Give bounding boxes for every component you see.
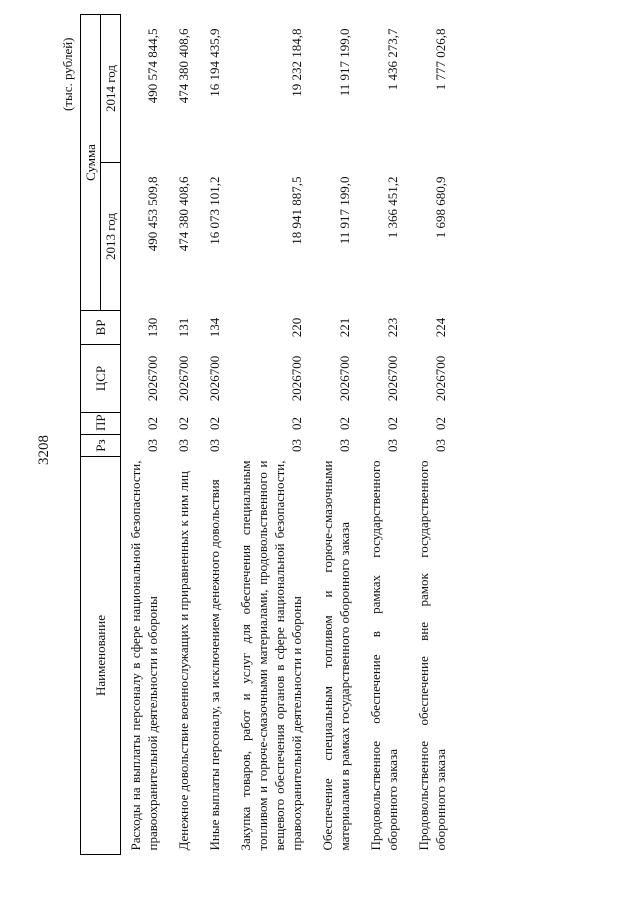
row-rz: 03 [337,439,352,452]
table-row [313,15,361,855]
row-vr: 131 [176,317,191,338]
row-csr: 2026700 [385,355,400,402]
col-header-pr: ПР [81,413,121,435]
row-name: Иные выплаты персоналу, за исключением денежного довольствия [207,479,222,851]
row-rz: 03 [176,439,191,452]
row-pr: 02 [337,417,352,430]
row-2013: 16 073 101,2 [207,176,222,245]
row-rz: 03 [289,439,304,452]
row-name: Закупка товаров, работ и услуг для обеспечения специальным топливом и горюче-смазочными материалами, продовольственного и вещевого обеспечения органов в сфере национальной безопасности, правоохранительной деятельности и обороны [238,460,304,851]
row-csr: 2026700 [207,355,222,402]
col-header-2014: 2014 год [101,15,121,163]
row-pr: 02 [433,417,448,430]
row-csr: 2026700 [145,355,160,402]
row-2014: 1 777 026,8 [433,28,448,91]
row-pr: 02 [176,417,191,430]
row-pr: 02 [207,417,222,430]
row-2014: 474 380 408,6 [176,28,191,104]
row-csr: 2026700 [289,355,304,402]
row-2014: 16 194 435,9 [207,28,222,97]
row-2014: 1 436 273,7 [385,28,400,91]
row-name: Расходы на выплаты персоналу в сфере национальной безопасности, правоохранительной деятельности и обороны [128,460,160,851]
row-vr: 221 [337,317,352,338]
row-2013: 490 453 509,8 [145,176,160,252]
row-vr: 130 [145,317,160,338]
col-header-name: Наименование [81,457,121,855]
row-vr: 134 [207,317,222,338]
row-2013: 1 366 451,2 [385,176,400,239]
row-2014: 11 917 199,0 [337,28,352,97]
table-row [200,15,231,855]
row-csr: 2026700 [337,355,352,402]
row-vr: 220 [289,317,304,338]
row-rz: 03 [433,439,448,452]
row-name: Продовольственное обеспечение в рамках государственного оборонного заказа [368,460,400,851]
row-pr: 02 [145,417,160,430]
table-row [231,15,313,855]
col-header-csr: ЦСР [81,345,121,413]
row-name: Денежное довольствие военнослужащих и приравненных к ним лиц [176,471,191,851]
table-row [409,15,457,855]
units-label: (тыс. рублей) [60,37,75,111]
row-2014: 19 232 184,8 [289,28,304,97]
row-2013: 11 917 199,0 [337,176,352,245]
col-header-vr: ВР [81,311,121,345]
row-pr: 02 [385,417,400,430]
row-rz: 03 [145,439,160,452]
row-2013: 18 941 887,5 [289,176,304,245]
row-csr: 2026700 [433,355,448,402]
col-header-2013: 2013 год [101,163,121,311]
row-rz: 03 [207,439,222,452]
row-name: Продовольственное обеспечение вне рамок государственного оборонного заказа [416,460,448,851]
table-row [121,15,170,855]
row-vr: 224 [433,317,448,338]
row-name: Обеспечение специальным топливом и горюче-смазочными материалами в рамках государственного оборонного заказа [320,460,352,851]
table-row [169,15,200,855]
row-pr: 02 [289,417,304,430]
budget-table [80,14,457,855]
col-header-rz: Рз [81,435,121,457]
col-header-sum: Сумма [81,15,101,311]
row-2013: 474 380 408,6 [176,176,191,252]
table-row [361,15,409,855]
row-vr: 223 [385,317,400,338]
row-csr: 2026700 [176,355,191,402]
page-number: 3208 [36,435,52,465]
row-2014: 490 574 844,5 [145,28,160,104]
row-rz: 03 [385,439,400,452]
row-2013: 1 698 680,9 [433,176,448,239]
